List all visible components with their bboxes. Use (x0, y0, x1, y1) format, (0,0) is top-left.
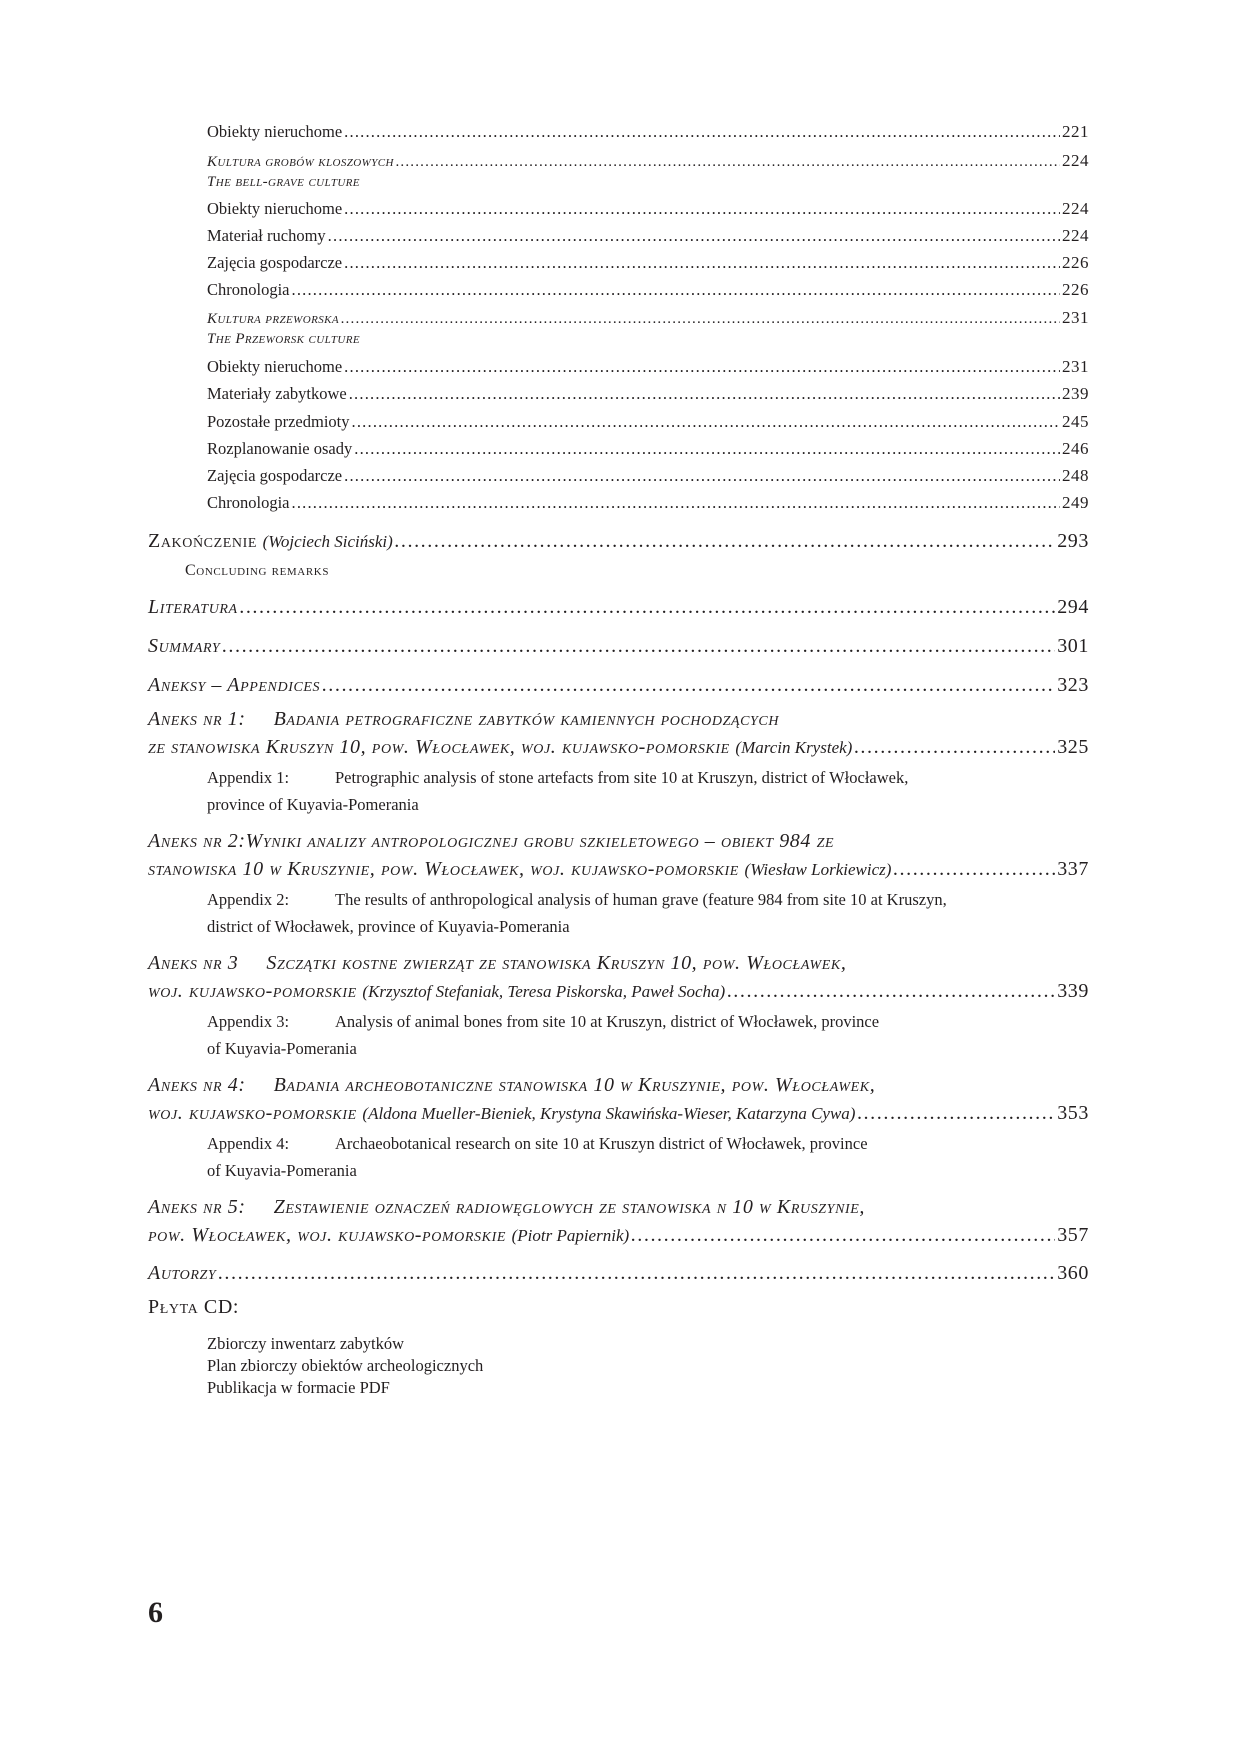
dot-leader (352, 412, 1060, 432)
annex-page: 337 (1057, 858, 1089, 880)
dot-leader (893, 858, 1055, 881)
toc-chapter-page: 323 (1057, 674, 1089, 696)
dot-leader (222, 635, 1055, 658)
annex-title-line1: Badania petrograficzne zabytków kamiennych pochodzących (273, 708, 780, 730)
toc-section-przeworsk[interactable] (207, 308, 1089, 328)
toc-entry-page: 245 (1062, 412, 1089, 431)
annex-2-line2[interactable] (148, 858, 1089, 881)
annex-title-line1: Wyniki analizy antropologicznej grobu szkieletowego – obiekt 984 ze (245, 830, 835, 852)
appendix-label: Appendix 3: (207, 1012, 290, 1031)
toc-entry-page: 231 (1062, 308, 1089, 327)
toc-entry[interactable] (207, 199, 1089, 219)
toc-entry-label: Chronologia (207, 493, 290, 512)
annex-1-title[interactable] (148, 708, 779, 731)
annex-title-line2: pow. Włocławek, woj. kujawsko-pomorskie (148, 1224, 506, 1246)
cd-item: Zbiorczy inwentarz zabytków (207, 1334, 405, 1353)
toc-entry-page: 231 (1062, 357, 1089, 376)
appendix-title-line2: district of Włocławek, province of Kuyavia-Pomerania (207, 917, 570, 936)
annex-page: 353 (1057, 1102, 1089, 1124)
dot-leader (631, 1224, 1055, 1247)
appendix-label: Appendix 2: (207, 890, 290, 909)
toc-chapter-author: (Wojciech Siciński) (262, 532, 393, 551)
toc-entry[interactable] (207, 439, 1089, 459)
toc-entry-page: 226 (1062, 280, 1089, 299)
toc-entry[interactable] (207, 493, 1089, 513)
toc-chapter-title: Autorzy (148, 1262, 217, 1284)
annex-page: 357 (1057, 1224, 1089, 1246)
toc-section-subtitle: The Przeworsk culture (207, 331, 360, 347)
toc-entry-page: 224 (1062, 151, 1089, 170)
toc-entry-page: 224 (1062, 226, 1089, 245)
annex-author: (Piotr Papiernik) (511, 1226, 630, 1245)
annex-5-line2[interactable] (148, 1224, 1089, 1247)
appendix-title: Archaeobotanical research on site 10 at Kruszyn district of Włocławek, province (335, 1134, 868, 1153)
dot-leader (292, 280, 1061, 300)
dot-leader (395, 530, 1055, 553)
appendix-title: Petrographic analysis of stone artefacts from site 10 at Kruszyn, district of Włocławek, (335, 768, 909, 787)
toc-entry[interactable] (207, 384, 1089, 404)
dot-leader (344, 199, 1060, 219)
toc-entry-label: Obiekty nieruchome (207, 122, 343, 141)
toc-entry-page: 239 (1062, 384, 1089, 403)
annex-title-line2: stanowiska 10 w Kruszynie, pow. Włocławek, woj. kujawsko-pomorskie (148, 858, 739, 880)
toc-entry-label: Chronologia (207, 280, 290, 299)
toc-entry[interactable] (207, 122, 1089, 142)
cd-item: Publikacja w formacie PDF (207, 1378, 390, 1397)
dot-leader (344, 253, 1060, 273)
toc-entry-label: Kultura przeworska (207, 311, 339, 327)
dot-leader (344, 357, 1060, 377)
annex-1-line2[interactable] (148, 736, 1089, 759)
dot-leader (857, 1102, 1055, 1125)
dot-leader (854, 736, 1055, 759)
toc-chapter-page: 360 (1057, 1262, 1089, 1284)
toc-chapter-page: 293 (1057, 530, 1089, 552)
annex-3-title[interactable] (148, 952, 846, 975)
toc-chapter-page: 301 (1057, 635, 1089, 657)
appendix-title: Analysis of animal bones from site 10 at Kruszyn, district of Włocławek, province (335, 1012, 880, 1031)
annex-label: Aneks nr 4: (148, 1074, 246, 1096)
annex-label: Aneks nr 3 (148, 952, 239, 974)
dot-leader (292, 493, 1061, 513)
annex-title-line1: Szczątki kostne zwierząt ze stanowiska Kruszyn 10, pow. Włocławek, (266, 952, 847, 974)
appendix-4-english (207, 1134, 868, 1154)
appendix-1-english (207, 768, 908, 788)
dot-leader (218, 1262, 1055, 1285)
appendix-label: Appendix 1: (207, 768, 290, 787)
toc-entry-page: 249 (1062, 493, 1089, 512)
annex-label: Aneks nr 5: (148, 1196, 246, 1218)
cd-item: Plan zbiorczy obiektów archeologicznych (207, 1356, 484, 1375)
page-number: 6 (148, 1596, 163, 1629)
annex-title-line2: woj. kujawsko-pomorskie (148, 1102, 357, 1124)
annex-4-line2[interactable] (148, 1102, 1089, 1125)
toc-entry[interactable] (207, 253, 1089, 273)
dot-leader (396, 154, 1060, 171)
dot-leader (328, 226, 1060, 246)
toc-entry[interactable] (207, 412, 1089, 432)
toc-chapter-summary[interactable] (148, 635, 1089, 658)
appendix-3-english (207, 1012, 879, 1032)
toc-entry-label: Pozostałe przedmioty (207, 412, 350, 431)
toc-chapter-title: Zakończenie (148, 530, 258, 552)
annex-title-line1: Badania archeobotaniczne stanowiska 10 w Kruszynie, pow. Włocławek, (273, 1074, 876, 1096)
annex-page: 339 (1057, 980, 1089, 1002)
toc-entry[interactable] (207, 466, 1089, 486)
dot-leader (354, 439, 1060, 459)
toc-chapter-title: Summary (148, 635, 221, 657)
toc-entry-label: Rozplanowanie osady (207, 439, 353, 458)
annex-2-title[interactable] (148, 830, 834, 853)
toc-entry-label: Kultura grobów kloszowych (207, 154, 394, 170)
toc-entry-label: Materiał ruchomy (207, 226, 326, 245)
toc-entry-page: 246 (1062, 439, 1089, 458)
toc-entry-label: Obiekty nieruchome (207, 357, 343, 376)
appendix-title: The results of anthropological analysis of human grave (feature 984 from site 10 at Kruszyn, (335, 890, 947, 909)
toc-entry-page: 221 (1062, 122, 1089, 141)
toc-chapter-title: Aneksy – Appendices (148, 674, 321, 696)
annex-title-line2: ze stanowiska Kruszyn 10, pow. Włocławek, woj. kujawsko-pomorskie (148, 736, 730, 758)
annex-label: Aneks nr 1: (148, 708, 246, 730)
appendix-2-english (207, 890, 947, 910)
toc-entry-page: 226 (1062, 253, 1089, 272)
dot-leader (344, 466, 1060, 486)
annex-author: (Aldona Mueller-Bieniek, Krystyna Skawińska-Wieser, Katarzyna Cywa) (362, 1104, 856, 1123)
toc-chapter-title: Literatura (148, 596, 238, 618)
annex-title-line1: Zestawienie oznaczeń radiowęglowych ze stanowiska n 10 w Kruszynie, (273, 1196, 866, 1218)
annex-author: (Krzysztof Stefaniak, Teresa Piskorska, Paweł Socha) (362, 982, 726, 1001)
toc-entry[interactable] (207, 226, 1089, 246)
toc-chapter-aneksy[interactable] (148, 674, 1089, 697)
annex-author: (Marcin Krystek) (735, 738, 853, 757)
toc-entry-label: Materiały zabytkowe (207, 384, 347, 403)
toc-chapter-zakonczenie[interactable] (148, 530, 1089, 553)
annex-label: Aneks nr 2: (148, 830, 246, 852)
appendix-title-line2: of Kuyavia-Pomerania (207, 1161, 357, 1180)
toc-entry[interactable] (207, 357, 1089, 377)
annex-title-line2: woj. kujawsko-pomorskie (148, 980, 357, 1002)
toc-entry-label: Zajęcia gospodarcze (207, 466, 343, 485)
toc-entry-label: Obiekty nieruchome (207, 199, 343, 218)
appendix-title-line2: of Kuyavia-Pomerania (207, 1039, 357, 1058)
toc-chapter-page: 294 (1057, 596, 1089, 618)
toc-entry-page: 248 (1062, 466, 1089, 485)
toc-section-bell-grave[interactable] (207, 151, 1089, 171)
dot-leader (344, 122, 1060, 142)
appendix-title-line2: province of Kuyavia-Pomerania (207, 795, 419, 814)
dot-leader (322, 674, 1055, 697)
annex-page: 325 (1057, 736, 1089, 758)
toc-entry-label: Zajęcia gospodarcze (207, 253, 343, 272)
annex-4-title[interactable] (148, 1074, 875, 1097)
annex-author: (Wiesław Lorkiewicz) (744, 860, 892, 879)
dot-leader (240, 596, 1055, 619)
dot-leader (341, 311, 1060, 328)
cd-section-title: Płyta CD: (148, 1296, 240, 1318)
annex-5-title[interactable] (148, 1196, 865, 1219)
toc-chapter-subtitle: Concluding remarks (185, 562, 330, 579)
dot-leader (727, 980, 1055, 1003)
annex-3-line2[interactable] (148, 980, 1089, 1003)
toc-entry[interactable] (207, 280, 1089, 300)
toc-chapter-literatura[interactable] (148, 596, 1089, 619)
toc-section-subtitle: The bell-grave culture (207, 174, 360, 190)
toc-chapter-autorzy[interactable] (148, 1262, 1089, 1285)
dot-leader (349, 384, 1060, 404)
appendix-label: Appendix 4: (207, 1134, 290, 1153)
toc-entry-page: 224 (1062, 199, 1089, 218)
